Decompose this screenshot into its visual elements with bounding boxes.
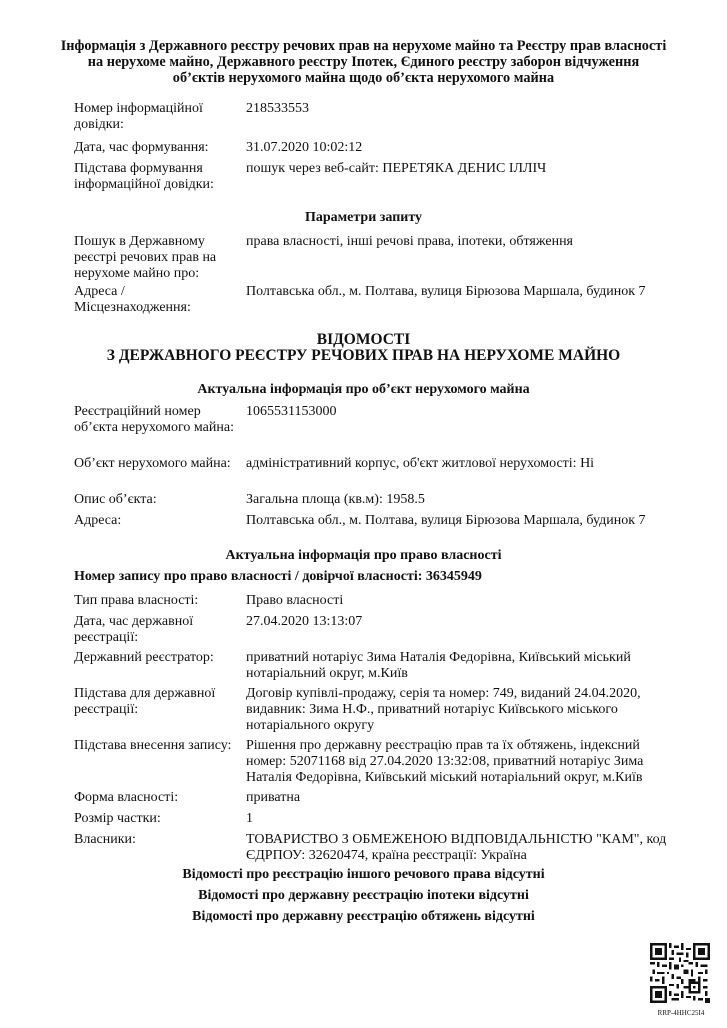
qr-code-caption: RRP-4HHC25I4 xyxy=(657,1009,705,1017)
absent-other-rights: Відомості про реєстрацію іншого речового права відсутні xyxy=(182,867,545,882)
field-label: Пошук в Державному реєстрі речових прав на нерухоме майно про: xyxy=(74,234,217,281)
field-value: Полтавська обл., м. Полтава, вулиця Бірюзова Маршала, будинок 7 xyxy=(246,284,646,299)
field-label: Власники: xyxy=(74,832,136,847)
field-value: пошук через веб-сайт: ПЕРЕТЯКА ДЕНИС ІЛЛІЧ xyxy=(246,161,547,176)
field-label: Реєстраційний номер об’єкта нерухомого майна: xyxy=(74,404,234,435)
field-value: ТОВАРИСТВО З ОБМЕЖЕНОЮ ВІДПОВІДАЛЬНІСТЮ "КАМ", код ЄДРПОУ: 32620474, країна реєстрації: Україна xyxy=(246,832,667,863)
ownership-heading: Актуальна інформація про право власності xyxy=(225,548,502,563)
field-value: Рішення про державну реєстрацію прав та їх обтяжень, індексний номер: 52071168 від 27.04.2020 13:32:08, приватний нотаріус Зима Наталія Федорівна, Київський міський нотаріальний округ, м.Київ xyxy=(246,738,644,785)
field-value: адміністративний корпус, об'єкт житлової нерухомості: Ні xyxy=(246,456,595,471)
field-value: 1 xyxy=(246,811,253,826)
field-value: 218533553 xyxy=(246,101,309,116)
field-label: Форма власності: xyxy=(74,790,179,805)
field-label: Державний реєстратор: xyxy=(74,650,214,665)
document-title: Інформація з Державного реєстру речових прав на нерухоме майно та Реєстру прав власності на нерухоме майно, Державного реєстру Іпотек, Єдиного реєстру заборон відчуження об’єктів нерухомого майна щодо об’єкта нерухомого майна xyxy=(60,38,667,86)
field-label: Підстава внесення запису: xyxy=(74,738,232,753)
field-label: Підстава формування інформаційної довідки: xyxy=(74,161,214,192)
object-heading: Актуальна інформація про об’єкт нерухомого майна xyxy=(197,382,530,397)
field-value: 1065531153000 xyxy=(246,404,337,419)
qr-code-icon xyxy=(650,943,710,1003)
field-value: 27.04.2020 13:13:07 xyxy=(246,614,363,629)
absent-encumbrances: Відомості про державну реєстрацію обтяжень відсутні xyxy=(192,909,535,924)
field-value: Договір купівлі-продажу, серія та номер: 749, виданий 24.04.2020, видавник: Зима Н.Ф., приватний нотаріус Київського міського нотаріального округу xyxy=(246,686,641,733)
field-label: Підстава для державної реєстрації: xyxy=(74,686,216,717)
ownership-record-number: Номер запису про право власності / довірчої власності: 36345949 xyxy=(74,569,482,584)
field-label: Тип права власності: xyxy=(74,593,199,608)
field-label: Адреса / Місцезнаходження: xyxy=(74,284,191,315)
field-value: Полтавська обл., м. Полтава, вулиця Бірюзова Маршала, будинок 7 xyxy=(246,513,646,528)
registry-title-line2: З ДЕРЖАВНОГО РЕЄСТРУ РЕЧОВИХ ПРАВ НА НЕРУХОМЕ МАЙНО xyxy=(106,347,621,364)
field-value: приватна xyxy=(246,790,301,805)
registry-title-line1: ВІДОМОСТІ xyxy=(316,331,411,348)
field-value: права власності, інші речові права, іпотеки, обтяження xyxy=(246,234,573,249)
field-label: Опис об’єкта: xyxy=(74,492,157,507)
field-label: Об’єкт нерухомого майна: xyxy=(74,456,231,471)
absent-mortgage: Відомості про державну реєстрацію іпотеки відсутні xyxy=(198,888,529,903)
field-label: Номер інформаційної довідки: xyxy=(74,101,203,132)
field-label: Дата, час формування: xyxy=(74,140,209,155)
query-heading: Параметри запиту xyxy=(304,210,423,225)
field-label: Розмір частки: xyxy=(74,811,161,826)
field-value: 31.07.2020 10:02:12 xyxy=(246,140,363,155)
field-value: Загальна площа (кв.м): 1958.5 xyxy=(246,492,425,507)
registry-title xyxy=(60,332,667,364)
field-value: приватний нотаріус Зима Наталія Федорівна, Київський міський нотаріальний округ, м.Київ xyxy=(246,650,631,681)
field-label: Дата, час державної реєстрації: xyxy=(74,614,194,645)
field-label: Адреса: xyxy=(74,513,122,528)
field-value: Право власності xyxy=(246,593,344,608)
